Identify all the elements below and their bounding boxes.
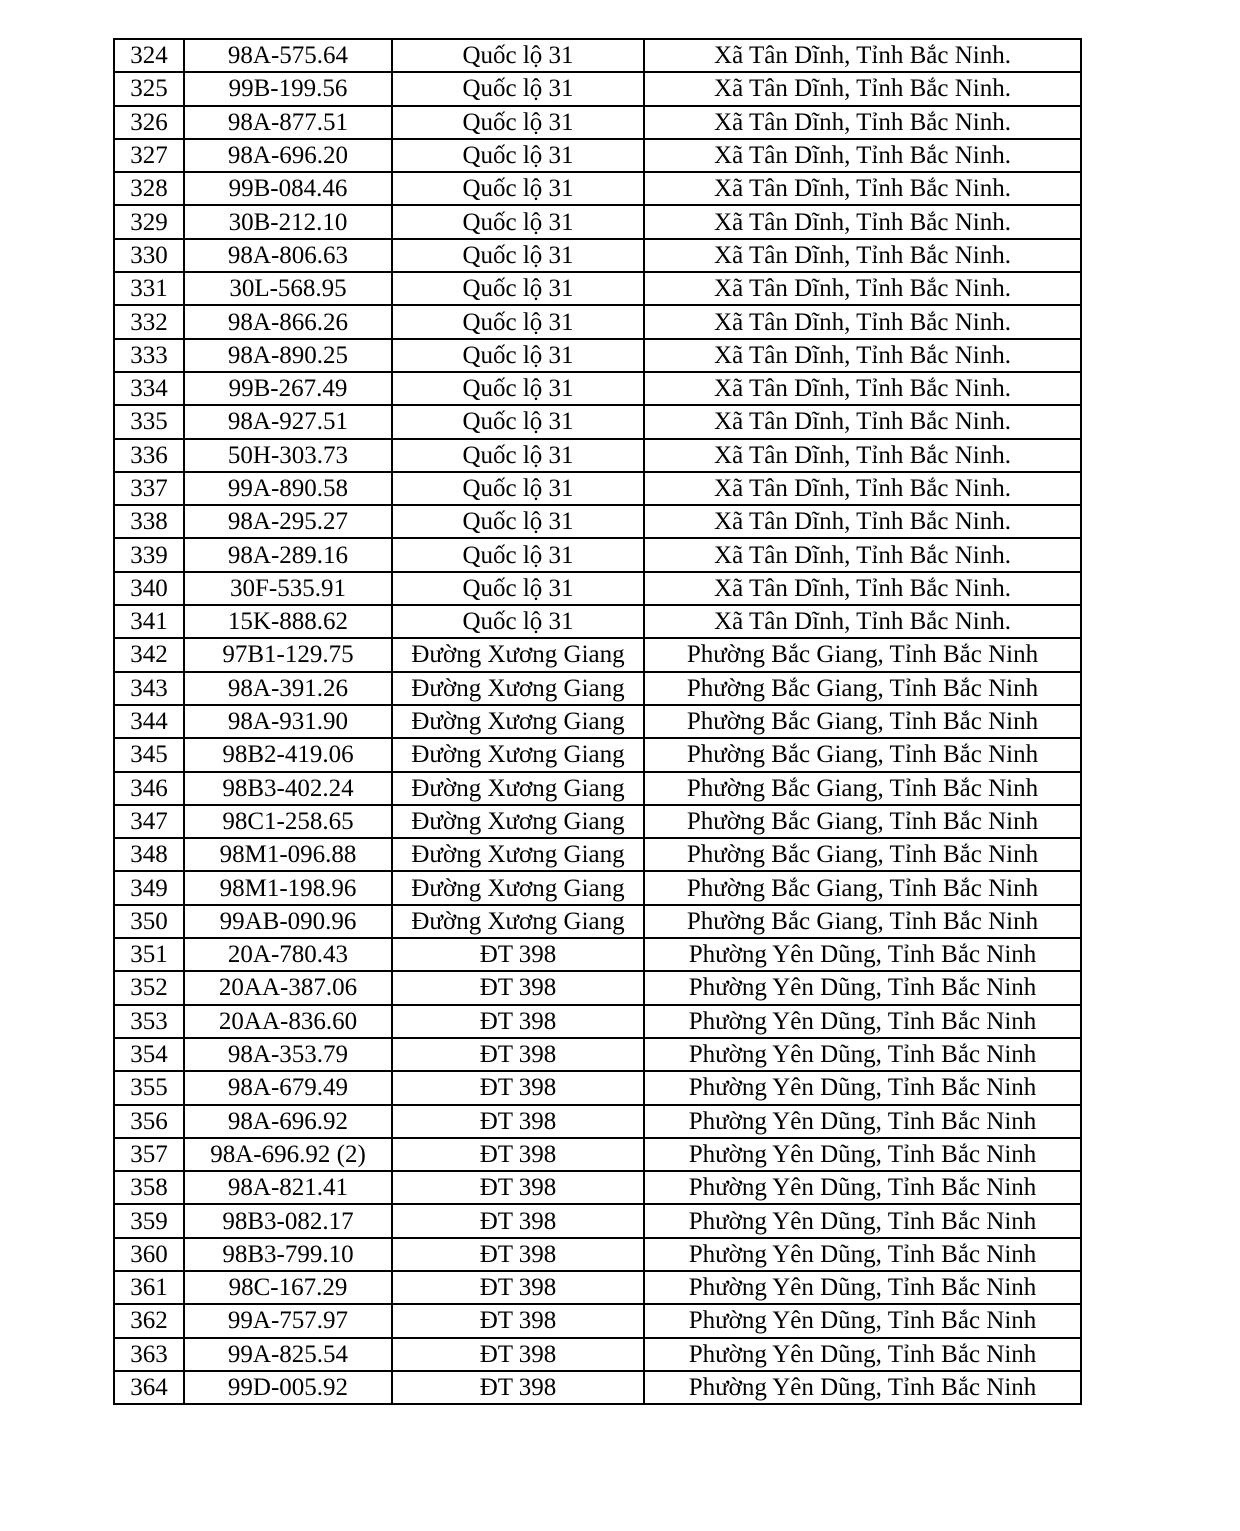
road-name-cell: ĐT 398	[392, 1171, 644, 1204]
table-row	[114, 705, 1081, 738]
license-plate-cell: 20A-780.43	[184, 938, 392, 971]
road-name-cell: ĐT 398	[392, 1338, 644, 1371]
location-cell: Phường Yên Dũng, Tỉnh Bắc Ninh	[644, 1238, 1081, 1271]
road-name-cell: ĐT 398	[392, 971, 644, 1004]
road-name-cell: ĐT 398	[392, 1271, 644, 1304]
row-number-cell: 347	[114, 805, 184, 838]
table-row	[114, 1338, 1081, 1371]
location-cell: Phường Bắc Giang, Tỉnh Bắc Ninh	[644, 638, 1081, 671]
road-name-cell: Đường Xương Giang	[392, 905, 644, 938]
location-cell: Phường Bắc Giang, Tỉnh Bắc Ninh	[644, 805, 1081, 838]
road-name-cell: Quốc lộ 31	[392, 472, 644, 505]
table-row	[114, 638, 1081, 671]
table-row	[114, 738, 1081, 771]
row-number-cell: 346	[114, 772, 184, 805]
location-cell: Xã Tân Dĩnh, Tỉnh Bắc Ninh.	[644, 205, 1081, 238]
road-name-cell: Quốc lộ 31	[392, 339, 644, 372]
license-plate-cell: 98A-353.79	[184, 1038, 392, 1071]
license-plate-cell: 98C1-258.65	[184, 805, 392, 838]
license-plate-cell: 30L-568.95	[184, 272, 392, 305]
table-row	[114, 339, 1081, 372]
location-cell: Xã Tân Dĩnh, Tỉnh Bắc Ninh.	[644, 538, 1081, 571]
row-number-cell: 326	[114, 106, 184, 139]
license-plate-cell: 98A-866.26	[184, 305, 392, 338]
table-row	[114, 838, 1081, 871]
table-row	[114, 439, 1081, 472]
road-name-cell: ĐT 398	[392, 1005, 644, 1038]
license-plate-cell: 98A-289.16	[184, 538, 392, 571]
table-row	[114, 139, 1081, 172]
row-number-cell: 338	[114, 505, 184, 538]
license-plate-cell: 98A-295.27	[184, 505, 392, 538]
location-cell: Phường Bắc Giang, Tỉnh Bắc Ninh	[644, 738, 1081, 771]
license-plate-cell: 98M1-096.88	[184, 838, 392, 871]
row-number-cell: 333	[114, 339, 184, 372]
table-row	[114, 472, 1081, 505]
row-number-cell: 360	[114, 1238, 184, 1271]
row-number-cell: 343	[114, 672, 184, 705]
license-plate-cell: 98C-167.29	[184, 1271, 392, 1304]
location-cell: Phường Bắc Giang, Tỉnh Bắc Ninh	[644, 705, 1081, 738]
location-cell: Xã Tân Dĩnh, Tỉnh Bắc Ninh.	[644, 572, 1081, 605]
row-number-cell: 353	[114, 1005, 184, 1038]
table-body	[114, 39, 1081, 1404]
table-row	[114, 39, 1081, 72]
road-name-cell: Quốc lộ 31	[392, 39, 644, 72]
row-number-cell: 349	[114, 871, 184, 904]
table-row	[114, 1371, 1081, 1404]
road-name-cell: Đường Xương Giang	[392, 705, 644, 738]
table-row	[114, 72, 1081, 105]
location-cell: Xã Tân Dĩnh, Tỉnh Bắc Ninh.	[644, 405, 1081, 438]
row-number-cell: 345	[114, 738, 184, 771]
license-plate-cell: 20AA-387.06	[184, 971, 392, 1004]
table-row	[114, 272, 1081, 305]
license-plate-cell: 98A-696.20	[184, 139, 392, 172]
location-cell: Phường Bắc Giang, Tỉnh Bắc Ninh	[644, 871, 1081, 904]
location-cell: Phường Bắc Giang, Tỉnh Bắc Ninh	[644, 905, 1081, 938]
table-row	[114, 1238, 1081, 1271]
table-row	[114, 772, 1081, 805]
table-row	[114, 572, 1081, 605]
road-name-cell: Quốc lộ 31	[392, 605, 644, 638]
location-cell: Xã Tân Dĩnh, Tỉnh Bắc Ninh.	[644, 372, 1081, 405]
license-plate-cell: 30B-212.10	[184, 205, 392, 238]
road-name-cell: Đường Xương Giang	[392, 738, 644, 771]
table-row	[114, 106, 1081, 139]
row-number-cell: 330	[114, 239, 184, 272]
location-cell: Phường Bắc Giang, Tỉnh Bắc Ninh	[644, 772, 1081, 805]
table-row	[114, 1038, 1081, 1071]
row-number-cell: 354	[114, 1038, 184, 1071]
road-name-cell: Quốc lộ 31	[392, 538, 644, 571]
license-plate-cell: 99B-199.56	[184, 72, 392, 105]
row-number-cell: 331	[114, 272, 184, 305]
road-name-cell: ĐT 398	[392, 1105, 644, 1138]
license-plate-cell: 30F-535.91	[184, 572, 392, 605]
location-cell: Xã Tân Dĩnh, Tỉnh Bắc Ninh.	[644, 72, 1081, 105]
row-number-cell: 340	[114, 572, 184, 605]
license-plate-cell: 98A-391.26	[184, 672, 392, 705]
road-name-cell: Quốc lộ 31	[392, 372, 644, 405]
road-name-cell: Quốc lộ 31	[392, 139, 644, 172]
row-number-cell: 362	[114, 1304, 184, 1337]
row-number-cell: 335	[114, 405, 184, 438]
road-name-cell: Quốc lộ 31	[392, 572, 644, 605]
table-row	[114, 1204, 1081, 1237]
license-plate-cell: 20AA-836.60	[184, 1005, 392, 1038]
table-row	[114, 1105, 1081, 1138]
row-number-cell: 336	[114, 439, 184, 472]
location-cell: Xã Tân Dĩnh, Tỉnh Bắc Ninh.	[644, 439, 1081, 472]
location-cell: Phường Bắc Giang, Tỉnh Bắc Ninh	[644, 672, 1081, 705]
table-row	[114, 538, 1081, 571]
location-cell: Xã Tân Dĩnh, Tỉnh Bắc Ninh.	[644, 339, 1081, 372]
license-plate-cell: 98B3-799.10	[184, 1238, 392, 1271]
row-number-cell: 355	[114, 1071, 184, 1104]
location-cell: Phường Bắc Giang, Tỉnh Bắc Ninh	[644, 838, 1081, 871]
location-cell: Phường Yên Dũng, Tỉnh Bắc Ninh	[644, 1271, 1081, 1304]
road-name-cell: Đường Xương Giang	[392, 638, 644, 671]
row-number-cell: 332	[114, 305, 184, 338]
row-number-cell: 341	[114, 605, 184, 638]
table-row	[114, 1304, 1081, 1337]
location-cell: Xã Tân Dĩnh, Tỉnh Bắc Ninh.	[644, 472, 1081, 505]
location-cell: Xã Tân Dĩnh, Tỉnh Bắc Ninh.	[644, 106, 1081, 139]
road-name-cell: Quốc lộ 31	[392, 106, 644, 139]
location-cell: Phường Yên Dũng, Tỉnh Bắc Ninh	[644, 1005, 1081, 1038]
license-plate-cell: 98A-821.41	[184, 1171, 392, 1204]
location-cell: Phường Yên Dũng, Tỉnh Bắc Ninh	[644, 1038, 1081, 1071]
table-row	[114, 1138, 1081, 1171]
table-row	[114, 205, 1081, 238]
road-name-cell: Quốc lộ 31	[392, 305, 644, 338]
license-plate-cell: 97B1-129.75	[184, 638, 392, 671]
location-cell: Xã Tân Dĩnh, Tỉnh Bắc Ninh.	[644, 272, 1081, 305]
table-row	[114, 971, 1081, 1004]
table-row	[114, 239, 1081, 272]
violation-table	[113, 38, 1082, 1405]
location-cell: Phường Yên Dũng, Tỉnh Bắc Ninh	[644, 1338, 1081, 1371]
table-row	[114, 938, 1081, 971]
row-number-cell: 352	[114, 971, 184, 1004]
table-row	[114, 672, 1081, 705]
table-row	[114, 1171, 1081, 1204]
location-cell: Phường Yên Dũng, Tỉnh Bắc Ninh	[644, 971, 1081, 1004]
road-name-cell: Đường Xương Giang	[392, 871, 644, 904]
license-plate-cell: 99A-757.97	[184, 1304, 392, 1337]
row-number-cell: 356	[114, 1105, 184, 1138]
road-name-cell: Đường Xương Giang	[392, 805, 644, 838]
road-name-cell: Quốc lộ 31	[392, 505, 644, 538]
location-cell: Phường Yên Dũng, Tỉnh Bắc Ninh	[644, 1371, 1081, 1404]
table-row	[114, 405, 1081, 438]
license-plate-cell: 98A-575.64	[184, 39, 392, 72]
road-name-cell: ĐT 398	[392, 1204, 644, 1237]
row-number-cell: 361	[114, 1271, 184, 1304]
license-plate-cell: 99D-005.92	[184, 1371, 392, 1404]
license-plate-cell: 98A-679.49	[184, 1071, 392, 1104]
license-plate-cell: 98B3-402.24	[184, 772, 392, 805]
location-cell: Xã Tân Dĩnh, Tỉnh Bắc Ninh.	[644, 139, 1081, 172]
table-row	[114, 605, 1081, 638]
license-plate-cell: 98A-696.92 (2)	[184, 1138, 392, 1171]
road-name-cell: Quốc lộ 31	[392, 72, 644, 105]
location-cell: Xã Tân Dĩnh, Tỉnh Bắc Ninh.	[644, 605, 1081, 638]
table-row	[114, 172, 1081, 205]
table-row	[114, 1005, 1081, 1038]
license-plate-cell: 98A-927.51	[184, 405, 392, 438]
road-name-cell: Đường Xương Giang	[392, 838, 644, 871]
row-number-cell: 329	[114, 205, 184, 238]
location-cell: Phường Yên Dũng, Tỉnh Bắc Ninh	[644, 1071, 1081, 1104]
row-number-cell: 328	[114, 172, 184, 205]
license-plate-cell: 99B-084.46	[184, 172, 392, 205]
license-plate-cell: 15K-888.62	[184, 605, 392, 638]
road-name-cell: ĐT 398	[392, 1071, 644, 1104]
table-row	[114, 372, 1081, 405]
row-number-cell: 334	[114, 372, 184, 405]
row-number-cell: 325	[114, 72, 184, 105]
row-number-cell: 324	[114, 39, 184, 72]
row-number-cell: 337	[114, 472, 184, 505]
road-name-cell: ĐT 398	[392, 1304, 644, 1337]
road-name-cell: ĐT 398	[392, 1371, 644, 1404]
license-plate-cell: 50H-303.73	[184, 439, 392, 472]
table-row	[114, 871, 1081, 904]
row-number-cell: 357	[114, 1138, 184, 1171]
location-cell: Xã Tân Dĩnh, Tỉnh Bắc Ninh.	[644, 39, 1081, 72]
table-row	[114, 1071, 1081, 1104]
row-number-cell: 327	[114, 139, 184, 172]
road-name-cell: ĐT 398	[392, 1238, 644, 1271]
row-number-cell: 348	[114, 838, 184, 871]
row-number-cell: 364	[114, 1371, 184, 1404]
road-name-cell: ĐT 398	[392, 938, 644, 971]
table-row	[114, 305, 1081, 338]
license-plate-cell: 98B2-419.06	[184, 738, 392, 771]
location-cell: Xã Tân Dĩnh, Tỉnh Bắc Ninh.	[644, 505, 1081, 538]
row-number-cell: 351	[114, 938, 184, 971]
row-number-cell: 344	[114, 705, 184, 738]
location-cell: Xã Tân Dĩnh, Tỉnh Bắc Ninh.	[644, 305, 1081, 338]
location-cell: Xã Tân Dĩnh, Tỉnh Bắc Ninh.	[644, 239, 1081, 272]
license-plate-cell: 98A-696.92	[184, 1105, 392, 1138]
location-cell: Xã Tân Dĩnh, Tỉnh Bắc Ninh.	[644, 172, 1081, 205]
road-name-cell: Quốc lộ 31	[392, 172, 644, 205]
row-number-cell: 358	[114, 1171, 184, 1204]
row-number-cell: 363	[114, 1338, 184, 1371]
row-number-cell: 342	[114, 638, 184, 671]
location-cell: Phường Yên Dũng, Tỉnh Bắc Ninh	[644, 1105, 1081, 1138]
road-name-cell: ĐT 398	[392, 1038, 644, 1071]
license-plate-cell: 99B-267.49	[184, 372, 392, 405]
license-plate-cell: 99A-825.54	[184, 1338, 392, 1371]
location-cell: Phường Yên Dũng, Tỉnh Bắc Ninh	[644, 1171, 1081, 1204]
license-plate-cell: 98A-931.90	[184, 705, 392, 738]
table-row	[114, 805, 1081, 838]
road-name-cell: Quốc lộ 31	[392, 439, 644, 472]
row-number-cell: 350	[114, 905, 184, 938]
road-name-cell: Quốc lộ 31	[392, 239, 644, 272]
license-plate-cell: 98A-890.25	[184, 339, 392, 372]
road-name-cell: Quốc lộ 31	[392, 405, 644, 438]
location-cell: Phường Yên Dũng, Tỉnh Bắc Ninh	[644, 938, 1081, 971]
license-plate-cell: 99A-890.58	[184, 472, 392, 505]
row-number-cell: 339	[114, 538, 184, 571]
license-plate-cell: 98A-877.51	[184, 106, 392, 139]
row-number-cell: 359	[114, 1204, 184, 1237]
road-name-cell: Quốc lộ 31	[392, 272, 644, 305]
road-name-cell: Đường Xương Giang	[392, 772, 644, 805]
location-cell: Phường Yên Dũng, Tỉnh Bắc Ninh	[644, 1138, 1081, 1171]
license-plate-cell: 99AB-090.96	[184, 905, 392, 938]
license-plate-cell: 98B3-082.17	[184, 1204, 392, 1237]
road-name-cell: Đường Xương Giang	[392, 672, 644, 705]
license-plate-cell: 98M1-198.96	[184, 871, 392, 904]
table-row	[114, 1271, 1081, 1304]
table-row	[114, 505, 1081, 538]
road-name-cell: ĐT 398	[392, 1138, 644, 1171]
location-cell: Phường Yên Dũng, Tỉnh Bắc Ninh	[644, 1204, 1081, 1237]
table-row	[114, 905, 1081, 938]
road-name-cell: Quốc lộ 31	[392, 205, 644, 238]
location-cell: Phường Yên Dũng, Tỉnh Bắc Ninh	[644, 1304, 1081, 1337]
license-plate-cell: 98A-806.63	[184, 239, 392, 272]
